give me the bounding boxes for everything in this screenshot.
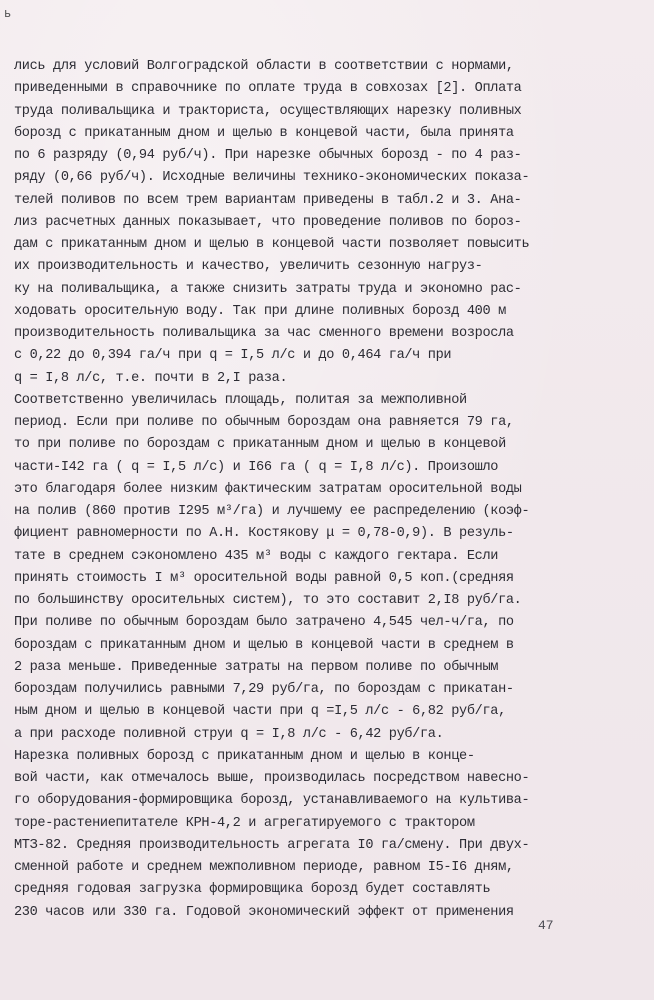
text-line: лиз расчетных данных показывает, что проведение поливов по бороз- <box>14 214 522 230</box>
text-line: средняя годовая загрузка формировщика борозд будет составлять <box>14 882 491 898</box>
text-line: го оборудования-формировщика борозд, устанавливаемого на культива- <box>14 793 530 809</box>
text-line: МТЗ-82. Средняя производительность агрегата I0 га/смену. При двух- <box>14 837 530 853</box>
text-line: телей поливов по всем трем вариантам приведены в табл.2 и 3. Ана- <box>14 192 522 208</box>
text-line: с 0,22 до 0,394 га/ч при q = I,5 л/с и до 0,464 га/ч при <box>14 348 452 364</box>
text-line: тате в среднем сэкономлено 435 м³ воды с каждого гектара. Если <box>14 548 499 564</box>
text-line: борозд с прикатанным дном и щелью в концевой части, была принята <box>14 125 514 141</box>
text-line: q = I,8 л/с, т.е. почти в 2,I раза. <box>14 370 288 386</box>
text-line: на полив (860 против I295 м³/га) и лучшему ее распределению (коэф- <box>14 504 530 519</box>
text-line: 230 часов или 330 га. Годовой экономический эффект от применения <box>14 904 514 920</box>
text-line: торе-растениепитателе КРН-4,2 и агрегатируемого с трактором <box>14 815 475 831</box>
text-line: период. Если при поливе по обычным бороздам она равняется 79 га, <box>14 415 514 430</box>
text-line: это благодаря более низким фактическим затратам оросительной воды <box>14 481 522 497</box>
text-line: труда поливальщика и тракториста, осуществляющих нарезку поливных <box>14 103 522 119</box>
text-line: ку на поливальщика, а также снизить затраты труда и экономно рас- <box>14 281 522 297</box>
text-line: производительность поливальщика за час сменного времени возросла <box>14 326 514 341</box>
text-line: фициент равномерности по А.Н. Костякову μ = 0,78-0,9). В резуль- <box>14 526 514 542</box>
text-line: принять стоимость I м³ оросительной воды равной 0,5 коп.(средняя <box>14 570 514 586</box>
text-line: ходовать оросительную воду. Так при длине поливных борозд 400 м <box>14 303 506 319</box>
text-line: сменной работе и среднем межполивном периоде, равном I5-I6 дням, <box>14 860 514 875</box>
text-line: бороздам получились равными 7,29 руб/га, по бороздам с прикатан- <box>14 682 514 697</box>
text-line: по 6 разряду (0,94 руб/ч). При нарезке обычных борозд - по 4 раз- <box>14 148 522 163</box>
text-line: приведенными в справочнике по оплате труда в совхозах [2]. Оплата <box>14 81 522 97</box>
text-line: вой части, как отмечалось выше, производилась посредством навесно- <box>14 771 530 786</box>
text-line: бороздам с прикатанным дном и щелью в концевой части в среднем в <box>14 637 514 653</box>
text-line: При поливе по обычным бороздам было затрачено 4,545 чел-ч/га, по <box>14 615 514 631</box>
text-line: части-I42 га ( q = I,5 л/с) и I66 га ( q = I,8 л/с). Произошло <box>14 459 499 475</box>
text-line: лись для условий Волгоградской области в соответствии с нормами, <box>14 59 514 74</box>
text-line: ряду (0,66 руб/ч). Исходные величины технико-экономических показа- <box>14 170 530 186</box>
text-line: Соответственно увеличилась площадь, политая за межполивной <box>14 392 467 408</box>
text-line: по большинству оросительных систем), то это составит 2,I8 руб/га. <box>14 593 522 608</box>
text-line: то при поливе по бороздам с прикатанным дном и щелью в концевой <box>14 437 506 453</box>
text-line: дам с прикатанным дном и щелью в концевой части позволяет повысить <box>14 237 530 252</box>
corner-mark: ь <box>4 6 12 20</box>
text-line: ным дном и щелью в концевой части при q =I,5 л/с - 6,82 руб/га, <box>14 704 506 720</box>
text-line: Нарезка поливных борозд с прикатанным дном и щелью в конце- <box>14 748 475 764</box>
text-line: а при расходе поливной струи q = I,8 л/с - 6,42 руб/га. <box>14 726 444 742</box>
page-number: 47 <box>538 918 554 933</box>
text-line: их производительность и качество, увеличить сезонную нагруз- <box>14 259 483 275</box>
text-line: 2 раза меньше. Приведенные затраты на первом поливе по обычным <box>14 659 499 675</box>
